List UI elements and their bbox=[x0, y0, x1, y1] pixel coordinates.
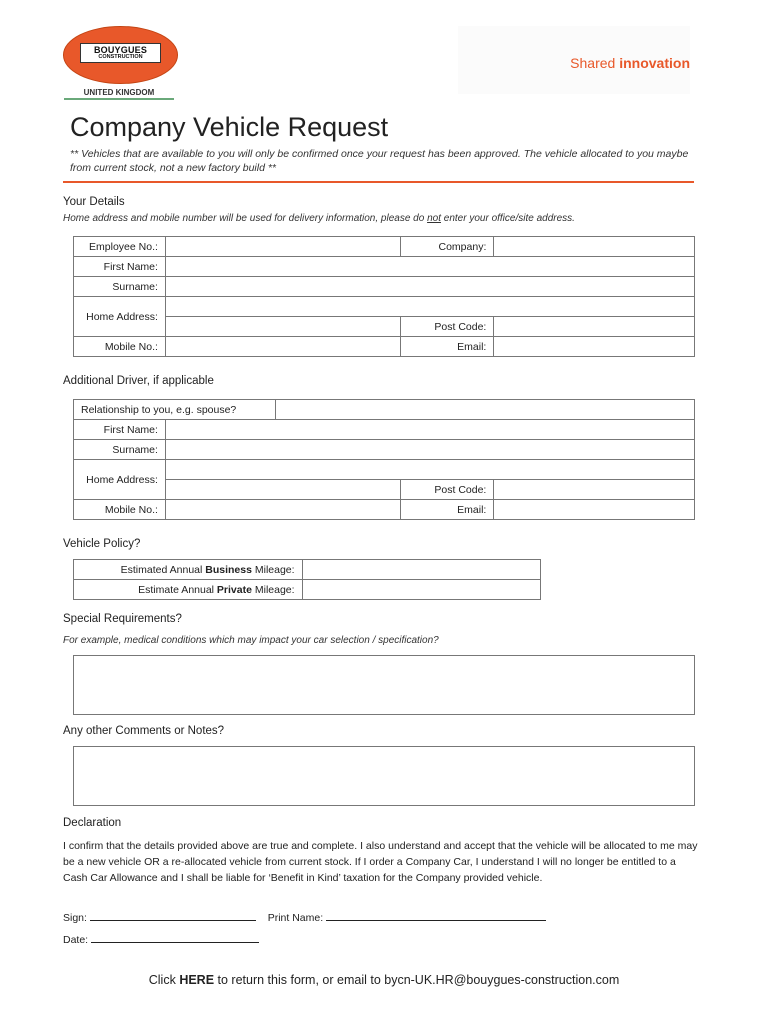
employee-no-label: Employee No.: bbox=[74, 237, 166, 257]
logo-line-2: CONSTRUCTION bbox=[98, 53, 143, 60]
date-row bbox=[63, 932, 259, 946]
first-name-label: First Name: bbox=[74, 257, 166, 277]
vehicle-policy-heading: Vehicle Policy? bbox=[63, 538, 141, 550]
date-field[interactable] bbox=[91, 932, 259, 943]
special-requirements-textarea[interactable] bbox=[73, 655, 695, 715]
driver-email-label: Email: bbox=[401, 500, 494, 520]
sign-field[interactable] bbox=[90, 910, 256, 921]
declaration-text: I confirm that the details provided above are true and complete. I also understand and accept that the vehicle will be allocated to me may be a new vehicle OR a re-allocated vehicle from current stock. If I order a Company Car, I understand I will no longer be entitled to a Cash Car Allowance and I shall be liable for ‘Benefit in Kind’ taxation for the Company provided vehicle. bbox=[63, 840, 698, 884]
driver-home-address-label: Home Address: bbox=[74, 460, 166, 500]
driver-post-code-label: Post Code: bbox=[401, 480, 494, 500]
driver-surname-field[interactable] bbox=[165, 440, 694, 460]
post-code-label: Post Code: bbox=[401, 317, 494, 337]
additional-driver-heading: Additional Driver, if applicable bbox=[63, 375, 214, 387]
driver-post-code-field[interactable] bbox=[494, 480, 695, 500]
private-mileage-label-2: Mileage: bbox=[251, 583, 295, 596]
driver-first-name-field[interactable] bbox=[165, 420, 694, 440]
private-mileage-label-1: Estimate Annual bbox=[138, 583, 217, 596]
employee-no-field[interactable] bbox=[165, 237, 401, 257]
company-logo-wordmark bbox=[80, 43, 161, 63]
your-details-note-emphasis: not bbox=[427, 213, 441, 224]
tagline-part-1: Shared bbox=[570, 55, 620, 71]
your-details-note bbox=[63, 213, 575, 224]
home-address-field-line-1[interactable] bbox=[165, 297, 694, 317]
surname-field[interactable] bbox=[165, 277, 694, 297]
private-mileage-label bbox=[74, 580, 303, 600]
driver-email-field[interactable] bbox=[494, 500, 695, 520]
driver-mobile-no-field[interactable] bbox=[165, 500, 401, 520]
page-subtitle: ** Vehicles that are available to you will only be confirmed once your request has been approved. The vehicle allocated to you maybe from current stock, not a new factory build ** bbox=[70, 148, 689, 174]
sign-label: Sign: bbox=[63, 912, 87, 924]
driver-mobile-no-label: Mobile No.: bbox=[74, 500, 166, 520]
logo-line-1: BOUYGUES bbox=[93, 44, 148, 55]
declaration-heading: Declaration bbox=[63, 817, 122, 829]
your-details-table bbox=[73, 236, 695, 357]
date-label: Date: bbox=[63, 934, 89, 946]
page-title: Company Vehicle Request bbox=[70, 112, 389, 142]
business-mileage-label-1: Estimated Annual bbox=[120, 563, 206, 576]
company-field[interactable] bbox=[494, 237, 695, 257]
footer-instructions bbox=[0, 973, 768, 987]
logo-underline bbox=[64, 98, 174, 100]
business-mileage-label-emphasis: Business bbox=[205, 563, 252, 576]
relationship-label: Relationship to you, e.g. spouse? bbox=[74, 400, 276, 420]
comments-textarea[interactable] bbox=[73, 746, 695, 806]
your-details-heading: Your Details bbox=[63, 196, 125, 208]
business-mileage-field[interactable] bbox=[302, 560, 540, 580]
driver-surname-label: Surname: bbox=[74, 440, 166, 460]
home-address-label: Home Address: bbox=[74, 297, 166, 337]
surname-label: Surname: bbox=[74, 277, 166, 297]
sign-row bbox=[63, 910, 546, 924]
business-mileage-label bbox=[74, 560, 303, 580]
footer-text-1: Click bbox=[148, 973, 180, 987]
additional-driver-table bbox=[73, 399, 695, 520]
return-form-link[interactable]: HERE bbox=[179, 973, 215, 987]
driver-home-address-field-line-2[interactable] bbox=[165, 480, 401, 500]
logo-region: UNITED KINGDOM bbox=[83, 88, 155, 97]
private-mileage-field[interactable] bbox=[302, 580, 540, 600]
print-name-label: Print Name: bbox=[267, 912, 324, 924]
email-label: Email: bbox=[401, 337, 494, 357]
email-field[interactable] bbox=[494, 337, 695, 357]
your-details-note-1: Home address and mobile number will be used for delivery information, please do bbox=[63, 213, 428, 224]
header-divider bbox=[63, 181, 694, 183]
business-mileage-label-2: Mileage: bbox=[251, 563, 295, 576]
print-name-field[interactable] bbox=[326, 910, 546, 921]
driver-first-name-label: First Name: bbox=[74, 420, 166, 440]
post-code-field[interactable] bbox=[494, 317, 695, 337]
first-name-field[interactable] bbox=[165, 257, 694, 277]
your-details-note-2: enter your office/site address. bbox=[440, 213, 575, 224]
mobile-no-label: Mobile No.: bbox=[74, 337, 166, 357]
company-label: Company: bbox=[401, 237, 494, 257]
footer-text-2: to return this form, or email to bycn-UK.HR@bouygues-construction.com bbox=[214, 973, 620, 987]
vehicle-policy-table bbox=[73, 559, 541, 600]
special-requirements-heading: Special Requirements? bbox=[63, 613, 182, 625]
comments-heading: Any other Comments or Notes? bbox=[63, 725, 225, 737]
mobile-no-field[interactable] bbox=[165, 337, 401, 357]
home-address-field-line-2[interactable] bbox=[165, 317, 401, 337]
tagline bbox=[570, 55, 690, 71]
tagline-part-2: innovation bbox=[619, 55, 690, 71]
private-mileage-label-emphasis: Private bbox=[216, 583, 252, 596]
driver-home-address-field-line-1[interactable] bbox=[165, 460, 694, 480]
relationship-field[interactable] bbox=[275, 400, 694, 420]
special-requirements-note: For example, medical conditions which may impact your car selection / specification? bbox=[63, 635, 439, 646]
